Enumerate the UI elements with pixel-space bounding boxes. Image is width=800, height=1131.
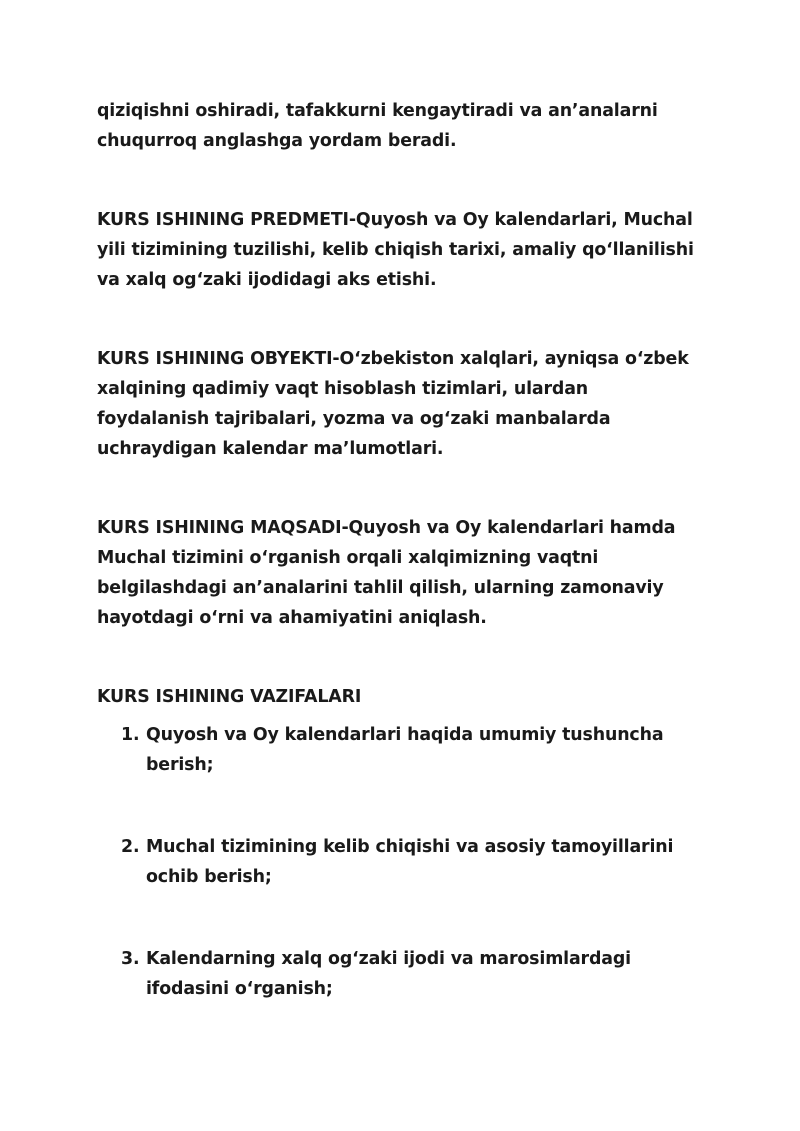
list-item-number: 1.	[121, 725, 140, 745]
list-item-text: Quyosh va Oy kalendarlari haqida umumiy tushuncha berish;	[146, 725, 664, 775]
list-item-number: 3.	[121, 949, 140, 969]
list-item-text: Muchal tizimining kelib chiqishi va asosiy tamoyillarini ochib berish;	[146, 837, 674, 887]
obyekt-paragraph: KURS ISHINING OBYEKTI-O‘zbekiston xalqlari, ayniqsa o‘zbek xalqining qadimiy vaqt hisoblash tizimlari, ulardan foydalanish tajribalari, yozma va og‘zaki manbalarda uchraydigan kalendar ma’lumotlari.	[97, 349, 689, 459]
list-item	[97, 832, 704, 892]
list-item-number: 2.	[121, 837, 140, 857]
tasks-heading: KURS ISHINING VAZIFALARI	[97, 687, 362, 707]
list-item	[97, 720, 704, 780]
tasks-list	[97, 720, 704, 1004]
maqsad-paragraph: KURS ISHINING MAQSADI-Quyosh va Oy kalendarlari hamda Muchal tizimini o‘rganish orqali xalqimizning vaqtni belgilashdagi an’analarini tahlil qilish, ularning zamonaviy hayotdagi o‘rni va ahamiyatini aniqlash.	[97, 518, 676, 628]
intro-paragraph: qiziqishni oshiradi, tafakkurni kengaytiradi va an’analarni chuqurroq anglashga yordam beradi.	[97, 101, 658, 151]
list-item	[97, 944, 704, 1004]
predmet-paragraph: KURS ISHINING PREDMETI-Quyosh va Oy kalendarlari, Muchal yili tizimining tuzilishi, kelib chiqish tarixi, amaliy qo‘llanilishi va xalq og‘zaki ijodidagi aks etishi.	[97, 210, 694, 290]
list-item-text: Kalendarning xalq og‘zaki ijodi va marosimlardagi ifodasini o‘rganish;	[146, 949, 631, 999]
